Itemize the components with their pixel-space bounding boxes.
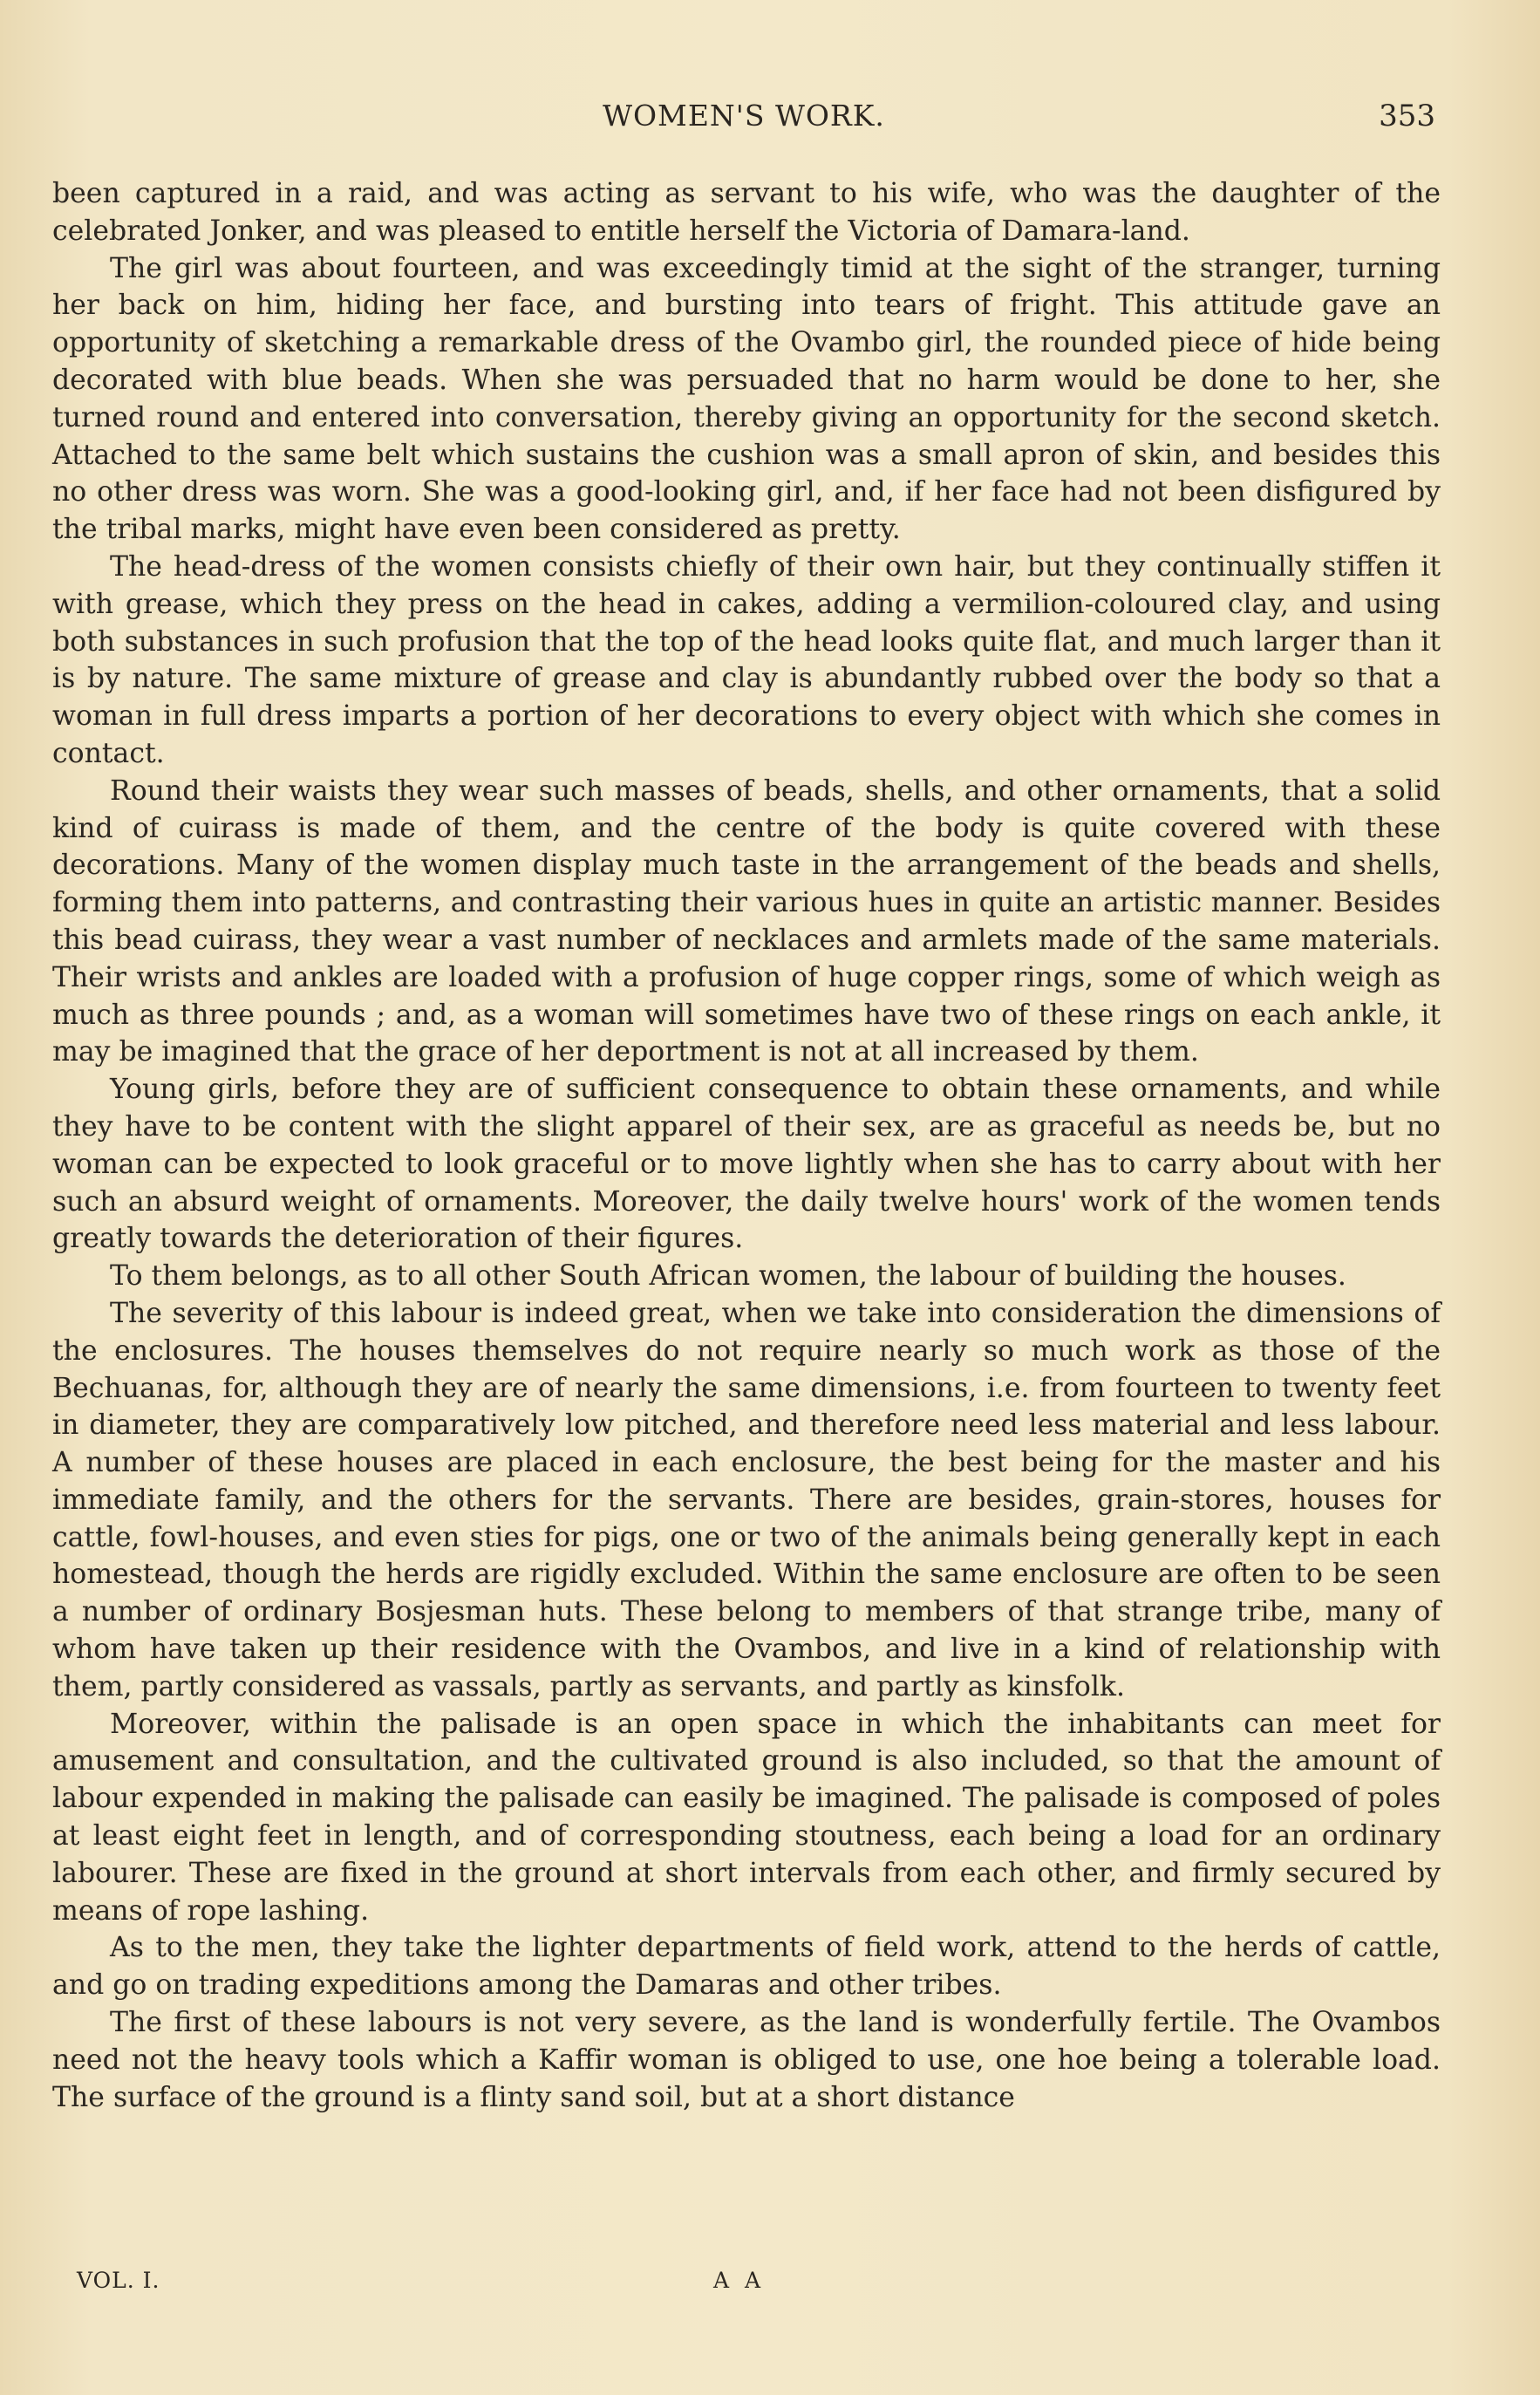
paragraph-4: Round their waists they wear such masses of beads, shells, and other ornaments, that a solid kind of cuirass is made of them, and the centre of the body is quite covered with these decorations. Many of the women display much taste in the arrangement of the beads and shells, forming them into patterns, and contrasting their various hues in quite an artistic manner. Besides this bead cuirass, they wear a vast number of necklaces and armlets made of the same materials. Their wrists and ankles are loaded with a profusion of huge copper rings, some of which weigh as much as three pounds ; and, as a woman will sometimes have two of these rings on each ankle, it may be imagined that the grace of her deportment is not at all increased by them. (52, 774, 1441, 1068)
paragraph-6: To them belongs, as to all other South African women, the labour of building the houses. (110, 1260, 1346, 1293)
paragraph-8: Moreover, within the palisade is an open space in which the inhabitants can meet for amusement and consultation, and the cultivated ground is also included, so that the amount of labour expended in making the palisade can easily be imagined. The palisade is composed of poles at least eight feet in length, and of corresponding stoutness, each being a load for an ordinary labourer. These are fixed in the ground at short intervals from each other, and firmly secured by means of rope lashing. (52, 1708, 1441, 1927)
running-title: WOMEN'S WORK. (603, 99, 885, 133)
paragraph-2: The girl was about fourteen, and was exceedingly timid at the sight of the stranger, turning her back on him, hiding her face, and bursting into tears of fright. This attitude gave an opportunity of sketching a remarkable dress of the Ovambo girl, the rounded piece of hide being decorated with blue beads. When she was persuaded that no harm would be done to her, she turned round and entered into conversation, thereby giving an opportunity for the second sketch. Attached to the same belt which sustains the cushion was a small apron of skin, and besides this no other dress was worn. She was a good-looking girl, and, if her face had not been disfigured by the tribal marks, might have even been considered as pretty. (52, 252, 1441, 546)
page-header (52, 99, 1435, 144)
body-text (52, 175, 1441, 2116)
paragraph-10: The first of these labours is not very severe, as the land is wonderfully fertile. The Ovambos need not the heavy tools which a Kaffir woman is obliged to use, one hoe being a tolerable load. The surface of the ground is a flinty sand soil, but at a short distance (52, 2007, 1441, 2113)
paragraph-9: As to the men, they take the lighter departments of field work, attend to the herds of cattle, and go on trading expeditions among the Damaras and other tribes. (52, 1932, 1441, 2002)
page-footer (77, 2268, 1385, 2303)
signature-mark: A A (713, 2268, 766, 2293)
paragraph-1: been captured in a raid, and was acting as servant to his wife, who was the daughter of the celebrated Jonker, and was pleased to entitle herself the Victoria of Damara-land. (52, 178, 1441, 247)
paragraph-5: Young girls, before they are of sufficient consequence to obtain these ornaments, and while they have to be content with the slight apparel of their sex, are as graceful as needs be, but no woman can be expected to look graceful or to move lightly when she has to carry about with her such an absurd weight of ornaments. Moreover, the daily twelve hours' work of the women tends greatly towards the deterioration of their figures. (52, 1074, 1441, 1255)
page-number: 353 (1379, 99, 1435, 133)
paragraph-7: The severity of this labour is indeed great, when we take into consideration the dimensions of the enclosures. The houses themselves do not require nearly so much work as those of the Bechuanas, for, although they are of nearly the same dimensions, i.e. from fourteen to twenty feet in diameter, they are comparatively low pitched, and therefore need less material and less labour. A number of these houses are placed in each enclosure, the best being for the master and his immediate family, and the others for the servants. There are besides, grain-stores, houses for cattle, fowl-houses, and even sties for pigs, one or two of the animals being generally kept in each homestead, though the herds are rigidly excluded. Within the same enclosure are often to be seen a number of ordinary Bosjesman huts. These belong to members of that strange tribe, many of whom have taken up their residence with the Ovambos, and live in a kind of relationship with them, partly considered as vassals, partly as servants, and partly as kinsfolk. (52, 1297, 1441, 1702)
paragraph-3: The head-dress of the women consists chiefly of their own hair, but they continually stiffen it with grease, which they press on the head in cakes, adding a vermilion-coloured clay, and using both substances in such profusion that the top of the head looks quite flat, and much larger than it is by nature. The same mixture of grease and clay is abundantly rubbed over the body so that a woman in full dress imparts a portion of her decorations to every object with which she comes in contact. (52, 550, 1441, 769)
volume-label: VOL. I. (77, 2268, 160, 2293)
